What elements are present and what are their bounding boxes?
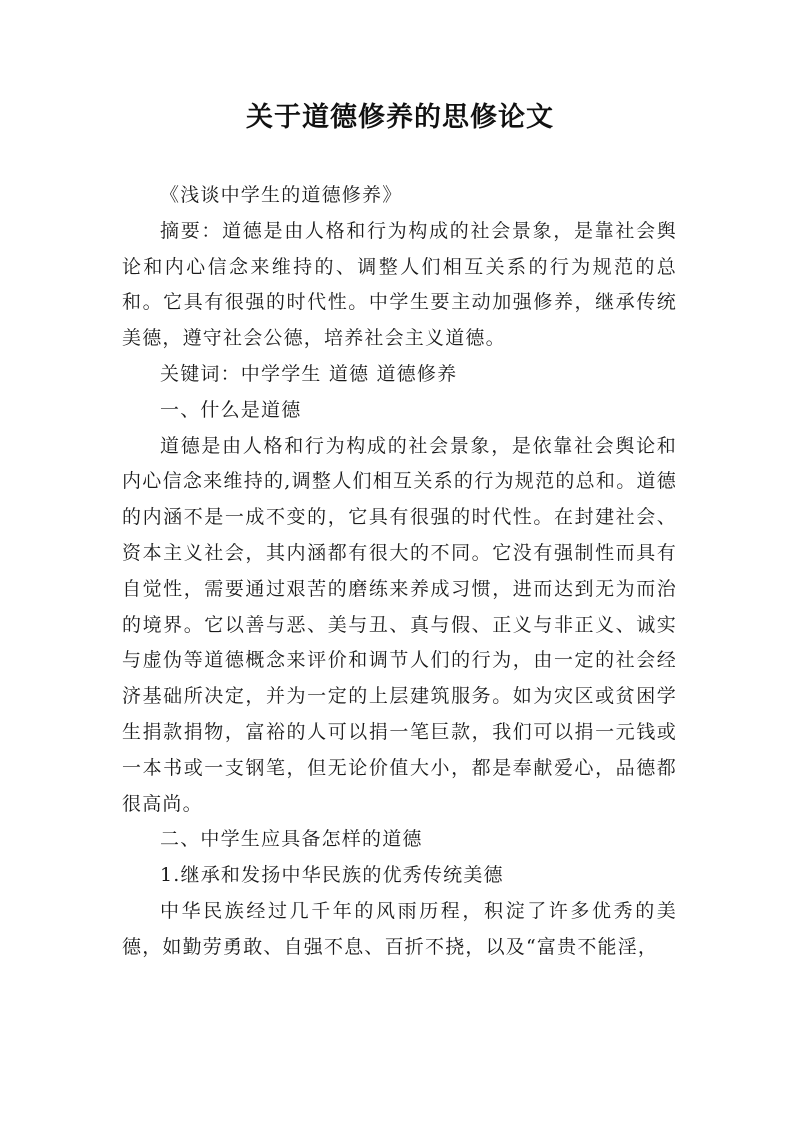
body-paragraph: 中华民族经过几千年的风雨历程，积淀了许多优秀的美德，如勤劳勇敢、自强不息、百折不挠，以及“富贵不能淫， <box>122 899 677 958</box>
section-heading-2: 二、中学生应具备怎样的道德 <box>160 828 423 851</box>
article-subtitle: 《浅谈中学生的道德修养》 <box>160 184 403 206</box>
body-paragraph: 道德是由人格和行为构成的社会景象，是依靠社会舆论和内心信念来维持的,调整人们相互关系的行为规范的总和。道德的内涵不是一成不变的，它具有很强的时代性。在封建社会、资本主义社会，其内涵都有很大的不同。它没有强制性而具有自觉性，需要通过艰苦的磨练来养成习惯，进而达到无为而治的境界。它以善与恶、美与丑、真与假、正义与非正义、诚实与虚伪等道德概念来评价和调节人们的行为，由一定的社会经济基础所决定，并为一定的上层建筑服务。如为灾区或贫困学生捐款捐物，富裕的人可以捐一笔巨款，我们可以捐一元钱或一本书或一支钢笔，但无论价值大小，都是奉献爱心，品德都很高尚。 <box>122 434 677 815</box>
abstract-paragraph: 摘要：道德是由人格和行为构成的社会景象，是靠社会舆论和内心信念来维持的、调整人们相互关系的行为规范的总和。它具有很强的时代性。中学生要主动加强修养，继承传统美德，遵守社会公德，培养社会主义道德。 <box>122 219 677 350</box>
subsection-heading-1: 1.继承和发扬中华民族的优秀传统美德 <box>160 864 504 887</box>
document-body <box>122 178 677 966</box>
keywords-paragraph: 关键词：中学学生 道德 道德修养 <box>160 362 458 385</box>
section-heading-1: 一、什么是道德 <box>160 398 302 421</box>
document-title: 关于道德修养的思修论文 <box>246 102 554 133</box>
